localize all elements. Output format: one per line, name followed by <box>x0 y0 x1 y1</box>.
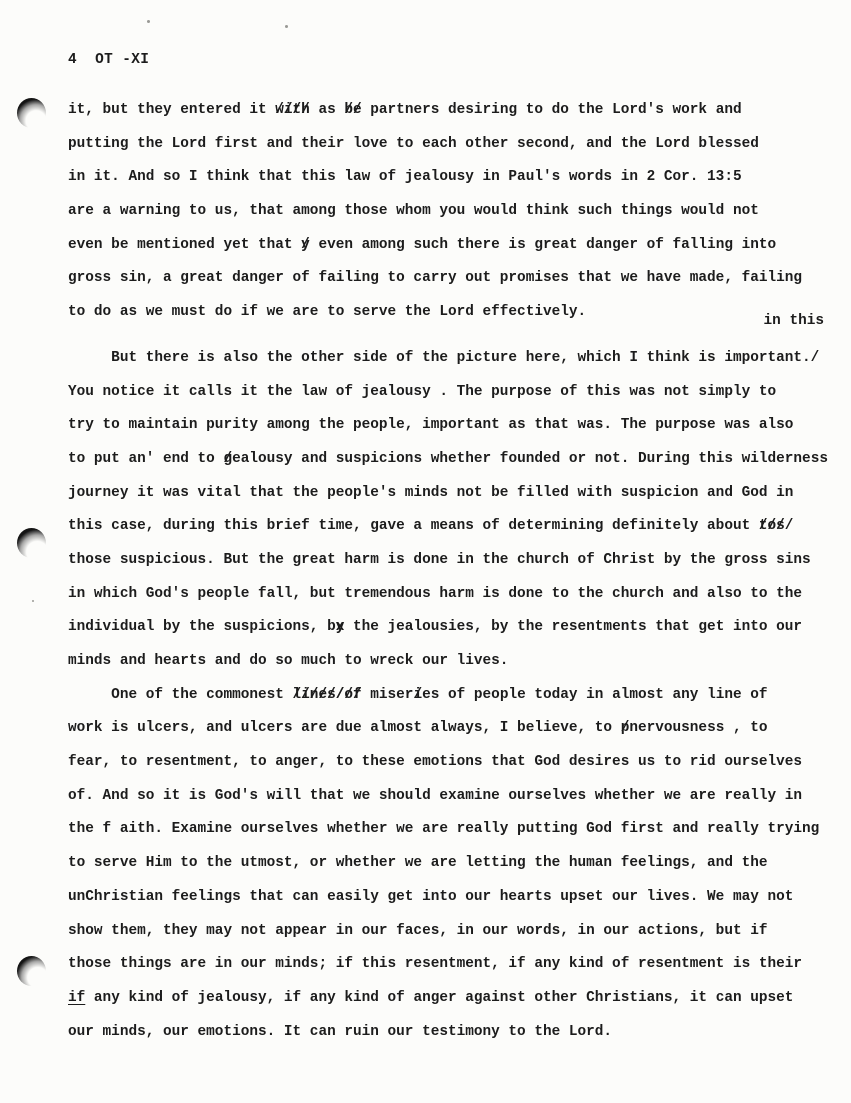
typed-line <box>68 195 830 229</box>
typed-line <box>68 780 830 814</box>
typed-correction: i / <box>413 679 422 713</box>
typed-line <box>68 229 830 263</box>
scan-speck <box>147 20 150 23</box>
typed-line <box>68 746 830 780</box>
typed-text: ealousy and suspicions whether founded or not. During this wilderness <box>232 450 828 467</box>
typed-correction: g / <box>223 443 232 477</box>
typed-line <box>68 161 830 195</box>
typed-line <box>68 1016 830 1050</box>
typed-text: even be mentioned yet that <box>68 236 302 253</box>
typed-text: gross sin, a great danger of failing to carry out promises that we have made, failing <box>68 270 803 287</box>
typed-line <box>68 813 830 847</box>
typed-text: any kind of jealousy, if any kind of anger against other Christians, it can upset <box>85 989 794 1006</box>
typed-text: this case, during this brief time, gave a means of determining definitely about <box>68 518 759 535</box>
typed-text: work is ulcers, and ulcers are due almost always, I believe, to <box>68 720 621 737</box>
typed-text: in which God's people fall, but tremendous harm is done to the church and also to the <box>68 585 803 602</box>
typed-line <box>68 578 830 612</box>
typed-correction: tos /// <box>759 510 785 544</box>
typed-text: One of the commonest <box>68 686 293 703</box>
typed-line <box>68 915 830 949</box>
typed-text: putting the Lord first and their love to each other second, and the Lord blessed <box>68 135 759 152</box>
typed-text: unChristian feelings that can easily get into our hearts upset our lives. We may not <box>68 888 794 905</box>
typed-text: nervousness , to <box>629 720 768 737</box>
typed-line <box>68 679 830 713</box>
typed-line <box>68 409 830 443</box>
typed-line <box>68 262 830 296</box>
typed-line <box>68 982 830 1016</box>
typed-correction: y x <box>336 611 345 645</box>
typed-text: minds and hearts and do so much to wreck our lives. <box>68 653 509 669</box>
typed-correction: with //// <box>275 94 310 128</box>
typed-line <box>68 376 830 410</box>
hole-punch-icon <box>17 528 46 558</box>
typed-text: are a warning to us, that among those whom you would think such things would not <box>68 203 759 220</box>
typed-text: to put an' end to <box>68 450 224 467</box>
typed-text: as <box>309 102 345 118</box>
typed-line <box>68 510 830 544</box>
typed-line <box>68 712 830 746</box>
typed-text: in this <box>763 312 824 329</box>
typed-line <box>68 847 830 881</box>
typed-correction: lines/of //////// <box>293 679 362 713</box>
typed-correction: be // <box>344 94 361 128</box>
typed-line <box>68 443 830 477</box>
typed-text: the jealousies, by the resentments that get into our <box>344 619 803 636</box>
typed-line <box>68 881 830 915</box>
typed-line <box>68 477 830 511</box>
hole-punch-icon <box>17 98 46 128</box>
hole-punch-icon <box>17 956 46 986</box>
typed-line <box>68 544 830 578</box>
typed-text: those suspicious. But the great harm is done in the church of Christ by the gross sins <box>68 551 811 568</box>
typed-correction: p / <box>621 712 630 746</box>
typed-text: But there is also the other side of the picture here, which I think is important./ <box>68 349 820 366</box>
scan-speck <box>285 25 288 28</box>
typed-text: the f aith. Examine ourselves whether we are really putting God first and really trying <box>68 821 820 838</box>
typed-text: partners desiring to do the Lord's work and <box>361 102 742 118</box>
typed-text: journey it was vital that the people's minds not be filled with suspicion and God in <box>68 484 794 501</box>
typed-page-lines <box>68 94 830 1049</box>
typed-text: / <box>784 518 794 535</box>
typed-text: it, but they entered it <box>68 102 276 118</box>
typed-line <box>68 611 830 645</box>
typed-text: es of people today in almost any line of <box>422 686 768 703</box>
typed-line <box>68 948 830 982</box>
typed-line <box>68 94 830 128</box>
page-number-heading: 4 OT -XI <box>68 52 150 68</box>
typed-text: miser <box>361 686 414 703</box>
typed-text: those things are in our minds; if this resentment, if any kind of resentment is their <box>68 956 803 973</box>
typed-correction: y / <box>301 229 310 263</box>
typed-text: even among such there is great danger of falling into <box>309 236 777 253</box>
typed-text: show them, they may not appear in our faces, in our words, in our actions, but if <box>68 922 768 939</box>
typed-text: fear, to resentment, to anger, to these emotions that God desires us to rid ourselves <box>68 754 803 771</box>
typed-text: to do as we must do if we are to serve the Lord effectively. <box>68 304 587 321</box>
typed-correction: if <box>68 989 86 1006</box>
typed-line <box>68 128 830 162</box>
typed-text: in it. And so I think that this law of jealousy in Paul's words in 2 Cor. 13:5 <box>68 169 742 186</box>
typed-text: You notice it calls it the law of jealousy . The purpose of this was not simply to <box>68 383 777 400</box>
typed-text: individual by the suspicions, b <box>68 619 336 636</box>
typed-text: try to maintain purity among the people, important as that was. The purpose was also <box>68 417 794 434</box>
typed-text: to serve Him to the utmost, or whether we are letting the human feelings, and the <box>68 855 768 872</box>
typed-line <box>68 342 830 376</box>
typed-line <box>68 645 830 679</box>
scan-speck <box>32 600 34 602</box>
typed-text: our minds, our emotions. It can ruin our testimony to the Lord. <box>68 1023 613 1040</box>
typed-text: of. And so it is God's will that we should examine ourselves whether we are really in <box>68 787 803 804</box>
